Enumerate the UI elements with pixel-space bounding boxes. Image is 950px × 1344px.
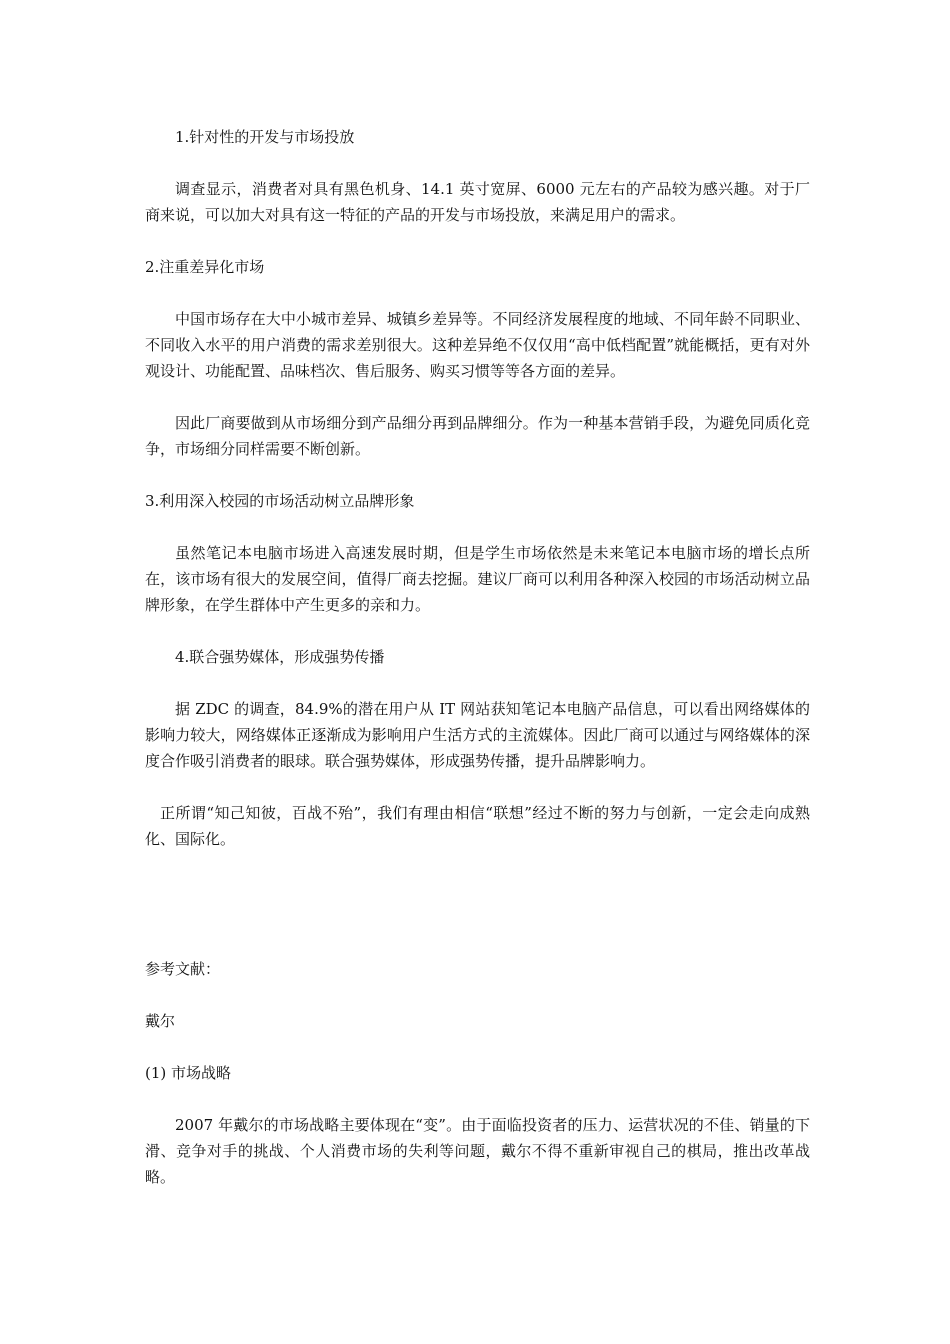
paragraph-2: 中国市场存在大中小城市差异、城镇乡差异等。不同经济发展程度的地域、不同年龄不同职业、不同收入水平的用户消费的需求差别很大。这种差异绝不仅仅用“高中低档配置”就能概括，更有对外观设计、功能配置、品味档次、售后服务、购买习惯等等各方面的差异。 [145, 310, 810, 380]
paragraph-6: 正所谓“知己知彼，百战不殆”，我们有理由相信“联想”经过不断的努力与创新，一定会走向成熟化、国际化。 [145, 804, 810, 848]
paragraph-5: 据 ZDC 的调查，84.9%的潜在用户从 IT 网站获知笔记本电脑产品信息，可以看出网络媒体的影响力较大，网络媒体正逐渐成为影响用户生活方式的主流媒体。因此厂商可以通过与网络媒体的深度合作吸引消费者的眼球。联合强势媒体，形成强势传播，提升品牌影响力。 [145, 700, 810, 770]
section-heading-2: 2.注重差异化市场 [145, 258, 265, 276]
paragraph-7: 2007 年戴尔的市场战略主要体现在“变”。由于面临投资者的压力、运营状况的不佳、销量的下滑、竞争对手的挑战、个人消费市场的失利等问题，戴尔不得不重新审视自己的棋局，推出改革战略。 [145, 1116, 810, 1186]
section-heading-1: 1.针对性的开发与市场投放 [175, 128, 355, 146]
paragraph-4: 虽然笔记本电脑市场进入高速发展时期，但是学生市场依然是未来笔记本电脑市场的增长点所在，该市场有很大的发展空间，值得厂商去挖掘。建议厂商可以利用各种深入校园的市场活动树立品牌形象，在学生群体中产生更多的亲和力。 [145, 544, 810, 614]
paragraph-3: 因此厂商要做到从市场细分到产品细分再到品牌细分。作为一种基本营销手段，为避免同质化竞争，市场细分同样需要不断创新。 [145, 414, 810, 458]
references-label: 参考文献： [145, 960, 221, 978]
section-heading-3: 3.利用深入校园的市场活动树立品牌形象 [145, 492, 415, 510]
subheading-market-strategy: (1) 市场战略 [145, 1064, 232, 1082]
paragraph-1: 调查显示，消费者对具有黑色机身、14.1 英寸宽屏、6000 元左右的产品较为感兴趣。对于厂商来说，可以加大对具有这一特征的产品的开发与市场投放，来满足用户的需求。 [145, 180, 810, 224]
document-body [145, 124, 810, 1190]
company-heading: 戴尔 [145, 1012, 176, 1030]
section-heading-4: 4.联合强势媒体，形成强势传播 [175, 648, 385, 666]
